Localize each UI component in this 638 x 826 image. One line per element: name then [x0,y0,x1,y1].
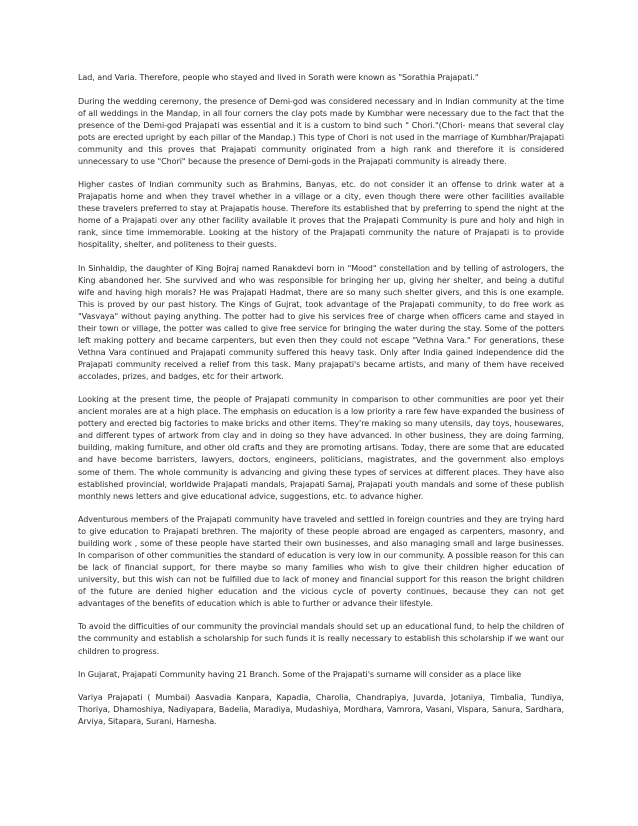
paragraph-adventurous-members: Adventurous members of the Prajapati community have traveled and settled in foreign countries and they are trying hard to give education to Prajapati brethren. The majority of these people abroad are engaged as carpenters, masonry, and building work , some of these people have started their own businesses, and also managing small and large businesses. In comparison of other communities the standard of education is very low in our community. A possible reason for this can be lack of financial support, for there maybe so many families who wish to give their children higher education of university, but this wish can not be fulfilled due to lack of money and financial support for this reason the bright children of the future are denied higher education and the vicious cycle of poverty continues, because they can not get advantages of the benefits of education which is able to further or advance their lifestyle. [78,514,564,609]
paragraph-higher-castes: Higher castes of Indian community such as Brahmins, Banyas, etc. do not consider it an offense to drink water at a Prajapatis home and when they travel whether in a village or a city, even though there were other facilities available these travelers preferred to stay at Prajapatis house. Therefore its established that by preferring to spend the night at the home of a Prajapati over any other facility available it proves that the Prajapati Community is pure and holy and high in rank, since time immemorable. Looking at the history of the Prajapati community the nature of Prajapati is to provide hospitality, shelter, and politeness to their guests. [78,180,564,250]
paragraph-sinhaldip: In Sinhaldip, the daughter of King Bojraj named Ranakdevi born in "Mood" constellation and by telling of astrologers, the King abandoned her. She survived and who was responsible for bringing her up, giving her shelter, and being a dutiful wife and having high morals? He was Prajapati Hadmat, there are so many such shelter givers, and this is one example. This is proved by our past history. The Kings of Gujrat, took advantage of the Prajapati community, to do free work as "Vasvaya" without paying anything. The potter had to give his services free of charge when officers came and stayed in their town or village, the potter was called to give free service for bringing the water during the stay. Some of the potters left making pottery and became carpenters, but even then they could not escape "Vethna Vara." For generations, these Vethna Vara continued and Prajapati community suffered this heavy task. Only after India gained independence did the Prajapati community received a relief from this task. Many prajapati's became artists, and many of them have received accolades, prizes, and badges, etc for their artwork. [78,263,564,381]
paragraph-educational-fund: To avoid the difficulties of our community the provincial mandals should set up an educational fund, to help the children of the community and establish a scholarship for such funds it is really necessary to establish this scholarship if we want our children to progress. [78,622,564,656]
paragraph-gujarat-branches: In Gujarat, Prajapati Community having 21 Branch. Some of the Prajapati's surname will consider as a place like [78,669,522,679]
document-page [78,72,564,739]
paragraph-present-time: Looking at the present time, the people of Prajapati community in comparison to other communities are poor yet their ancient morales are at a high place. The emphasis on education is a low priority a rare few have expanded the business of pottery and erected big factories to make bricks and other items. They're making so many utensils, day toys, housewares, and different types of artwork from clay and in doing so they have advanced. In other business, they are doing farming, building, making furniture, and other old crafts and they are promoting artisans. Today, there are some that are educated and have become barristers, lawyers, doctors, engineers, politicians, magistrates, and the government also employs some of them. The whole community is advancing and giving these types of services at different places. They have also established provincial, worldwide Prajapati mandals, Prajapati Samaj, Prajapati youth mandals and some of these publish monthly news letters and give educational advice, suggestions, etc. to advance higher. [78,395,564,501]
paragraph-surname-list: Variya Prajapati ( Mumbai) Aasvadia Kanpara, Kapadia, Charolia, Chandrapiya, Juvarda, Jotaniya, Timbalia, Tundiya, Thoriya, Dhamoshiya, Nadiyapara, Badelia, Maradiya, Mudashiya, Mordhara, Vamrora, Vasani, Vispara, Sanura, Sardhara, Arviya, Sitapara, Surani, Harnesha. [78,692,564,727]
paragraph-sorathia: Lad, and Varia. Therefore, people who stayed and lived in Sorath were known as "Sorathia Prajapati." [78,73,479,82]
paragraph-wedding-ceremony: During the wedding ceremony, the presence of Demi-god was considered necessary and in Indian community at the time of all weddings in the Mandap, in all four corners the clay pots made by Kumbhar were necessary due to the fact that the presence of the Demi-god Prajapati was essential and it is a custom to bind such " Chori."(Chori- means that several clay pots are erected upright by each pillar of the Mandap.) This type of Chori is not used in the marriage of Kumbhar/Prajapati community and this proves that Prajapati community originated from a high rank and therefore it is considered unnecessary to use "Chori" because the presence of Demi-gods in the Prajapati community is already there. [78,96,564,166]
